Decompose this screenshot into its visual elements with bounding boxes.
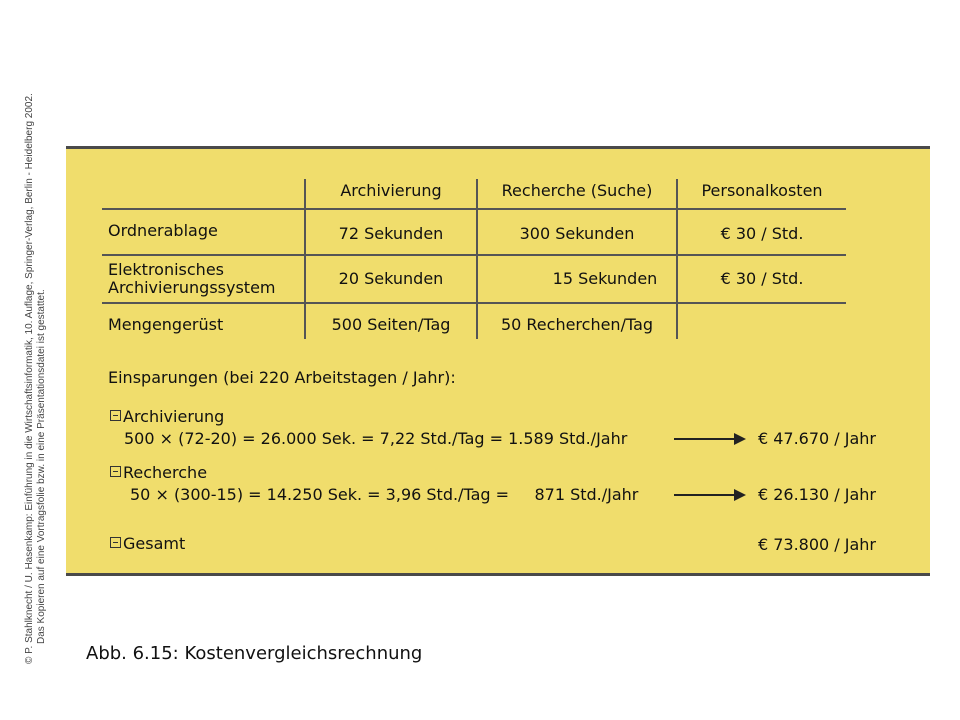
row-label-archivierungssystem: Archivierungssystem <box>108 278 276 297</box>
savings-recherche-text: Recherche <box>123 463 208 482</box>
copyright-line-2: Das Kopieren auf eine Vortragsfolie bzw. in eine Präsentationsdatei ist gestattet. <box>36 289 47 644</box>
savings-archivierung-label <box>110 407 224 427</box>
cell-recherche: 300 Sekunden <box>519 224 635 243</box>
savings-recherche-calc: 50 × (300-15) = 14.250 Sek. = 3,96 Std./Tag = 871 Std./Jahr <box>130 485 639 504</box>
savings-archivierung-text: Archivierung <box>123 407 225 426</box>
cell-recherche: 50 Recherchen/Tag <box>500 315 654 334</box>
cell-personalkosten: € 30 / Std. <box>720 269 804 288</box>
row-label-ordnerablage: Ordnerablage <box>108 221 218 240</box>
column-header-recherche: Recherche (Suche) <box>501 181 653 200</box>
savings-recherche-label <box>110 463 207 483</box>
row-label-elektronisches: Elektronisches <box>108 260 224 279</box>
savings-recherche-result: € 26.130 / Jahr <box>757 485 876 504</box>
cell-archivierung: 72 Sekunden <box>338 224 444 243</box>
table-divider <box>102 302 846 304</box>
savings-gesamt-text: Gesamt <box>123 534 186 553</box>
copyright-note <box>0 0 48 720</box>
column-header-personalkosten: Personalkosten <box>701 181 823 200</box>
cost-comparison-panel <box>66 146 930 576</box>
savings-gesamt-result: € 73.800 / Jahr <box>757 535 876 554</box>
copyright-line-1: © P. Stahlknecht / U. Hasenkamp: Einführung in die Wirtschaftsinformatik, 10. Auflage, Springer-Verlag, Berlin - Heidelberg 2002. <box>24 93 35 664</box>
table-divider <box>676 179 678 339</box>
cell-archivierung: 20 Sekunden <box>338 269 444 288</box>
minus-box-icon <box>110 537 121 548</box>
savings-archivierung-calc: 500 × (72-20) = 26.000 Sek. = 7,22 Std./Tag = 1.589 Std./Jahr <box>124 429 628 448</box>
minus-box-icon <box>110 466 121 477</box>
row-label-mengengeruest: Mengengerüst <box>108 315 224 334</box>
minus-box-icon <box>110 410 121 421</box>
table-divider <box>102 208 846 210</box>
figure-caption: Abb. 6.15: Kostenvergleichsrechnung <box>86 643 423 664</box>
savings-gesamt-label <box>110 534 185 554</box>
table-divider <box>102 254 846 256</box>
savings-heading: Einsparungen (bei 220 Arbeitstagen / Jahr): <box>108 368 456 387</box>
cell-personalkosten: € 30 / Std. <box>720 224 804 243</box>
cell-archivierung: 500 Seiten/Tag <box>331 315 451 334</box>
column-header-archivierung: Archivierung <box>340 181 442 200</box>
cell-recherche: 15 Sekunden <box>552 269 658 288</box>
savings-archivierung-result: € 47.670 / Jahr <box>757 429 876 448</box>
